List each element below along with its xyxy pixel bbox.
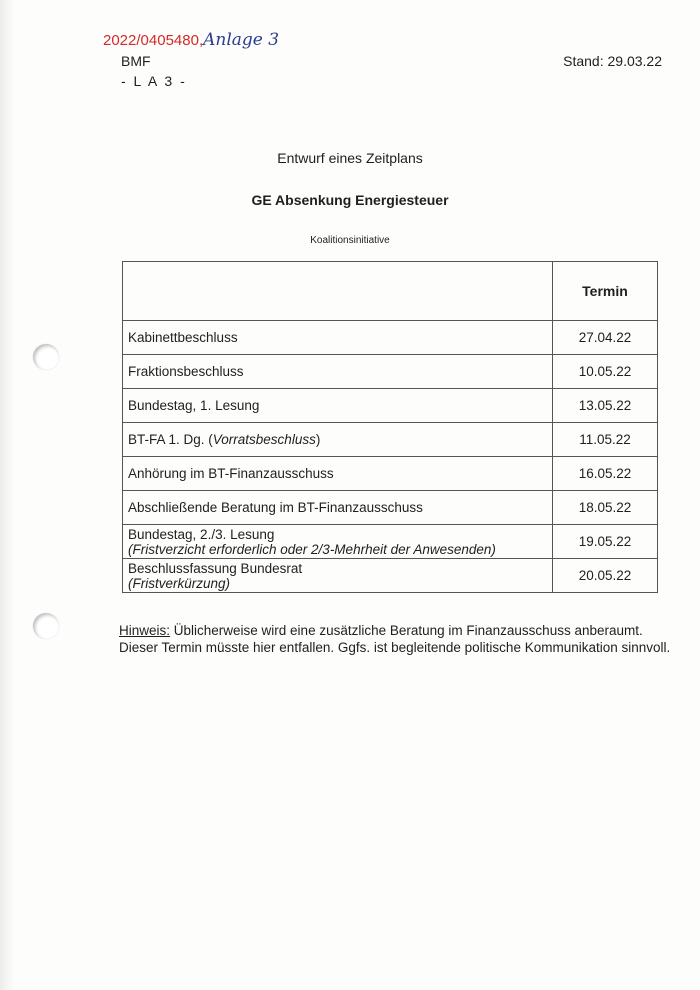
unit: - L A 3 - <box>121 73 187 89</box>
table-row <box>123 559 658 593</box>
table-row <box>123 355 658 389</box>
event-suffix: ) <box>315 432 321 447</box>
date-cell: 10.05.22 <box>553 355 658 389</box>
document-title: Entwurf eines Zeitplans <box>277 150 423 166</box>
event-label: Bundestag, 2./3. Lesung <box>128 526 275 542</box>
hint-text: Üblicherweise wird eine zusätzliche Beratung im Finanzausschuss anberaumt. Dieser Termin müsste hier entfallen. Ggfs. ist begleitende politische Kommunikation sinnvoll. <box>119 623 671 655</box>
event-cell <box>123 525 553 559</box>
table-row <box>123 525 658 559</box>
event-label: Bundestag, 1. Lesung <box>128 398 260 413</box>
event-cell <box>123 423 553 457</box>
schedule-table <box>122 261 658 593</box>
sender: BMF <box>121 53 151 69</box>
date-cell: 27.04.22 <box>553 321 658 355</box>
scan-edge-shadow <box>0 0 14 990</box>
initiative-label: Koalitionsinitiative <box>310 235 390 246</box>
event-label: Anhörung im BT-Finanzausschuss <box>128 466 334 481</box>
event-inline-note: Vorratsbeschluss <box>212 432 316 447</box>
event-note: (Fristverzicht erforderlich oder 2/3-Mehrheit der Anwesenden) <box>128 541 496 557</box>
date-cell: 20.05.22 <box>553 559 658 593</box>
date-cell: 11.05.22 <box>553 423 658 457</box>
event-label: Kabinettbeschluss <box>128 330 238 345</box>
table-row <box>123 423 658 457</box>
date-cell: 16.05.22 <box>553 457 658 491</box>
event-cell <box>123 321 553 355</box>
hint-label: Hinweis: <box>119 623 171 638</box>
reference-number: 2022/0405480 <box>103 32 199 49</box>
event-cell <box>123 559 553 593</box>
date-cell: 13.05.22 <box>553 389 658 423</box>
table-row <box>123 491 658 525</box>
date-cell: 19.05.22 <box>553 525 658 559</box>
table-row <box>123 457 658 491</box>
event-cell <box>123 491 553 525</box>
event-note: (Fristverkürzung) <box>128 575 231 591</box>
header-event <box>123 262 553 321</box>
hint-paragraph <box>119 622 679 656</box>
event-cell <box>123 457 553 491</box>
header-termin: Termin <box>553 262 658 321</box>
status-date: Stand: 29.03.22 <box>563 53 662 69</box>
punch-hole-bottom <box>33 613 59 639</box>
date-cell: 18.05.22 <box>553 491 658 525</box>
table-row <box>123 321 658 355</box>
document-subtitle: GE Absenkung Energiesteuer <box>251 192 449 208</box>
reference-separator: , <box>198 32 204 49</box>
event-cell <box>123 389 553 423</box>
table-row <box>123 389 658 423</box>
table-header-row <box>123 262 658 321</box>
event-label: BT-FA 1. Dg. ( <box>128 432 213 447</box>
handwritten-annotation: Anlage 3 <box>203 30 280 50</box>
reference-line <box>103 31 279 50</box>
event-label: Beschlussfassung Bundesrat <box>128 560 303 576</box>
punch-hole-top <box>33 344 59 370</box>
event-label: Abschließende Beratung im BT-Finanzausschuss <box>128 500 423 515</box>
event-label: Fraktionsbeschluss <box>128 364 244 379</box>
event-cell <box>123 355 553 389</box>
